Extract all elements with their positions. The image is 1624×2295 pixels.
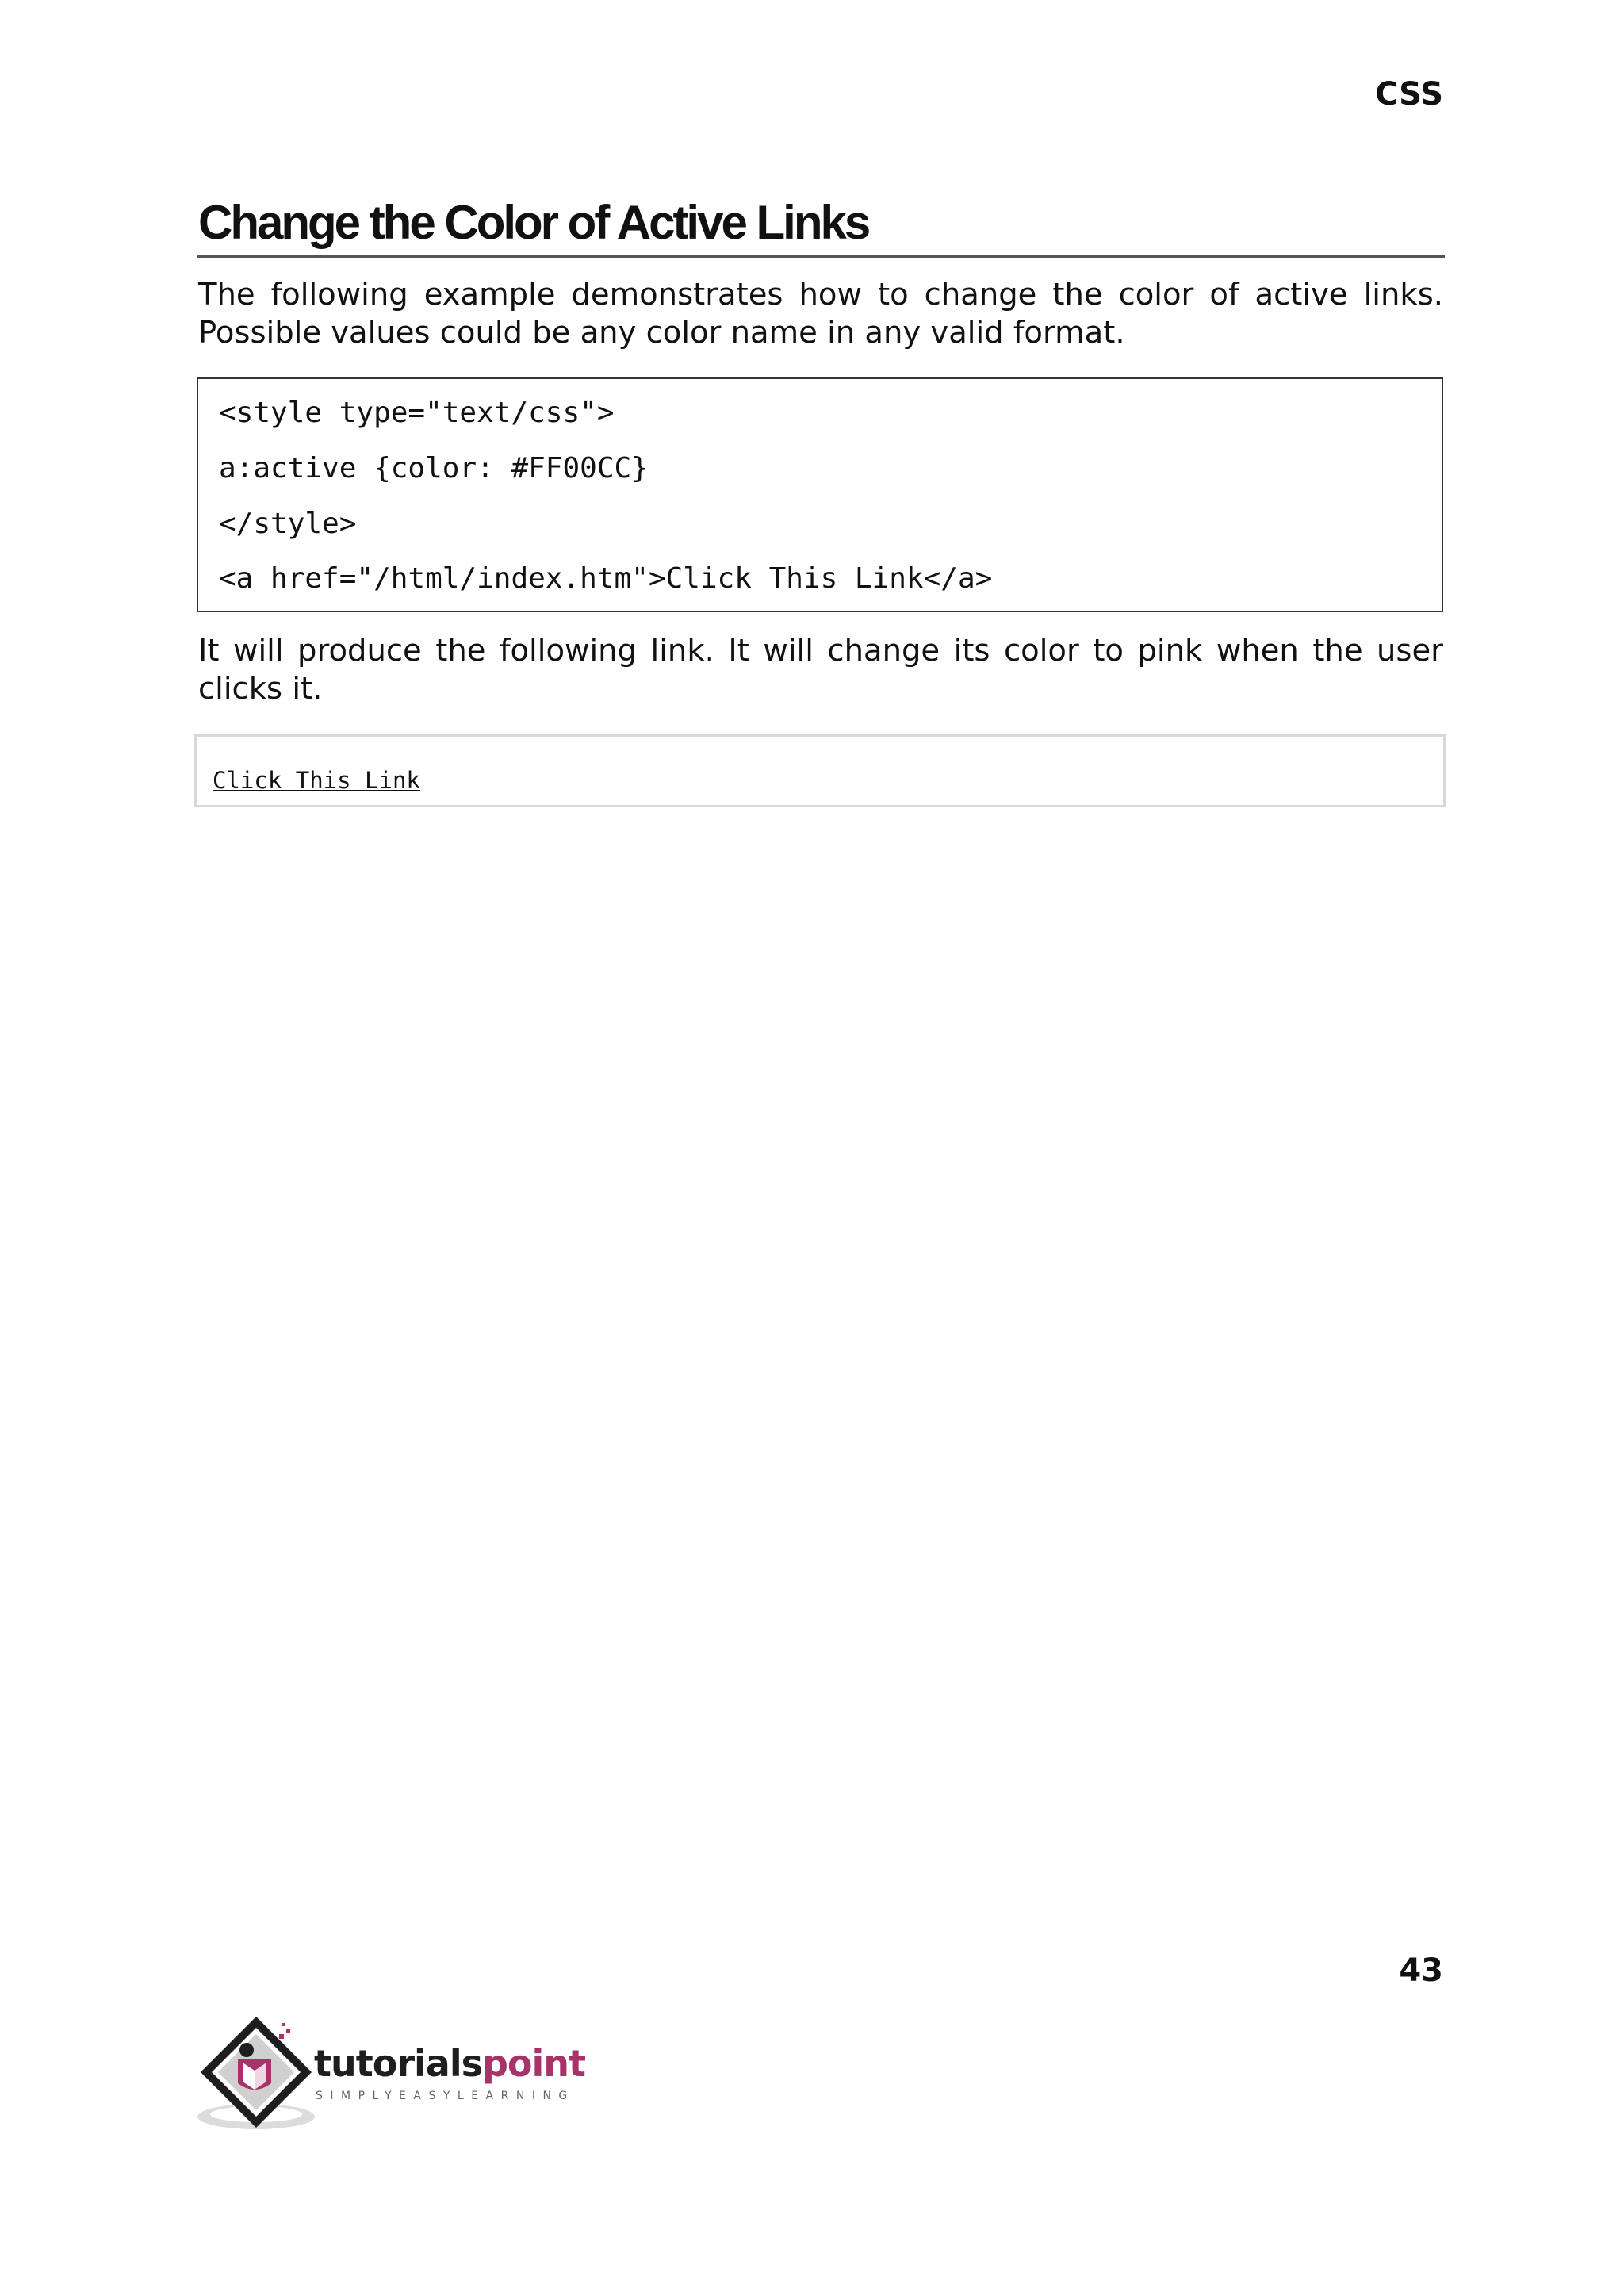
logo-tagline: SIMPLYEASYLEARNING bbox=[316, 2090, 575, 2102]
intro-paragraph: The following example demonstrates how to change the color of active links. Possible values could be any color name in any valid format. bbox=[198, 277, 1443, 351]
page-number: 43 bbox=[1399, 1952, 1443, 1989]
logo-wordmark bbox=[314, 2042, 585, 2085]
code-line: </style> bbox=[219, 508, 357, 540]
demo-link[interactable]: Click This Link bbox=[213, 767, 420, 794]
code-line: <style type="text/css"> bbox=[219, 397, 615, 429]
code-line: a:active {color: #FF00CC} bbox=[219, 452, 649, 485]
tutorialspoint-logo bbox=[197, 2010, 609, 2137]
logo-wordmark-part2: point bbox=[481, 2042, 586, 2085]
running-header-section: CSS bbox=[1375, 76, 1443, 113]
code-line: <a href="/html/index.htm">Click This Link</a> bbox=[219, 562, 993, 595]
output-demo-box bbox=[194, 734, 1446, 807]
logo-wordmark-part1: tutorials bbox=[314, 2042, 482, 2085]
result-paragraph: It will produce the following link. It will change its color to pink when the user clicks it. bbox=[198, 633, 1443, 707]
section-title: Change the Color of Active Links bbox=[198, 196, 869, 249]
title-underline-divider bbox=[197, 255, 1445, 258]
code-example-box bbox=[197, 377, 1443, 612]
logo-diamond-icon bbox=[197, 2010, 324, 2137]
